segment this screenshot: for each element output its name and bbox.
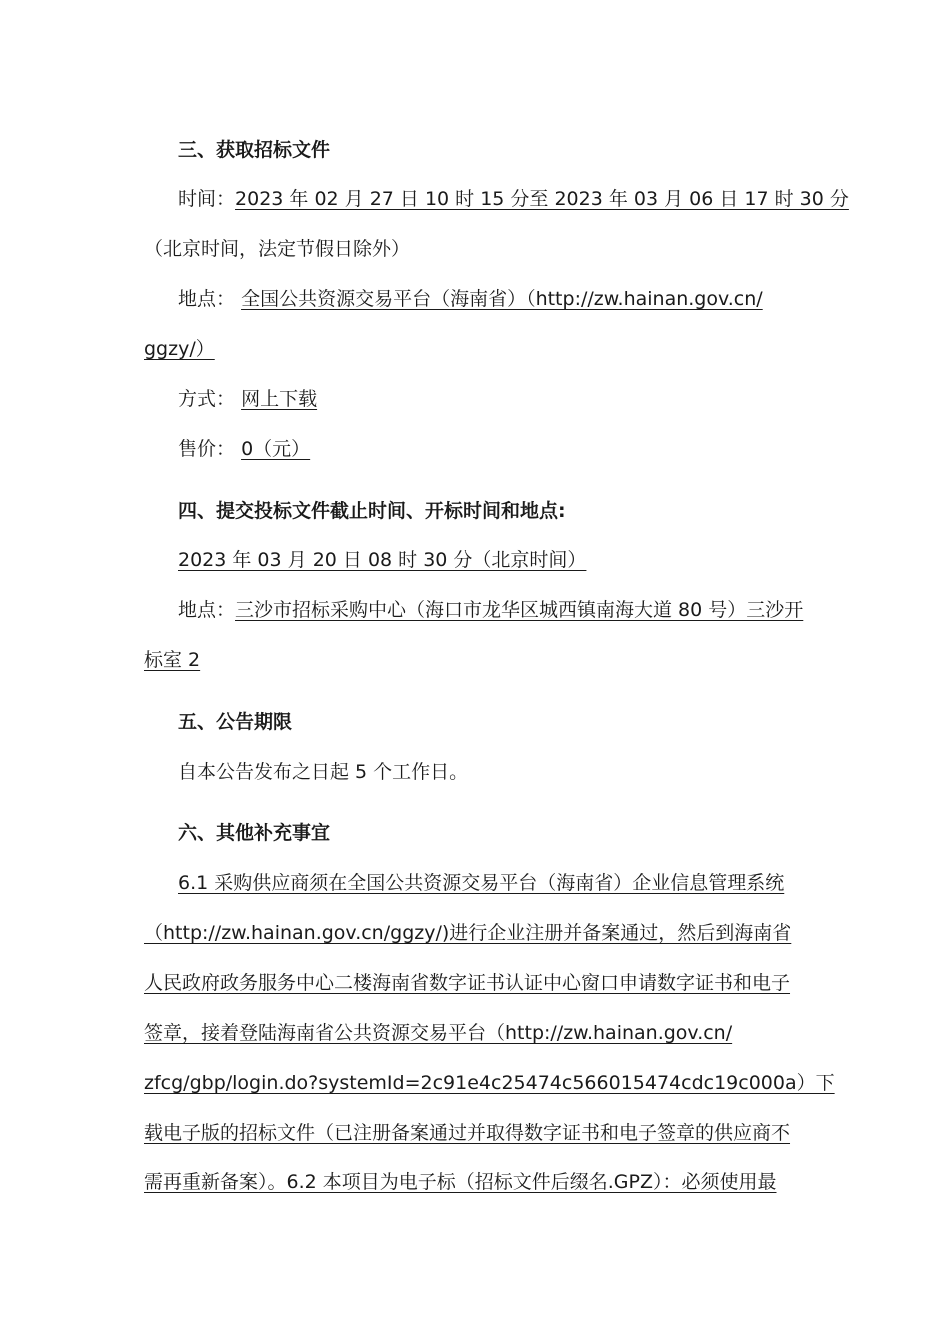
section4-place-value-2: 标室 2 — [144, 649, 201, 671]
section4-place-value-1: 三沙市招标采购中心（海口市龙华区城西镇南海大道 80 号）三沙开 — [235, 599, 804, 621]
section3-heading: 三、获取招标文件 — [178, 139, 331, 161]
section6-line: 6.1 采购供应商须在全国公共资源交易平台（海南省）企业信息管理系统 — [178, 872, 785, 894]
section3-method-value: 网上下载 — [241, 388, 318, 410]
section3-price-row — [178, 435, 310, 463]
section6-line[interactable]: （http://zw.hainan.gov.cn/ggzy/)进行企业注册并备案通过，然后到海南省 — [144, 922, 792, 944]
section3-place-value-1[interactable]: 全国公共资源交易平台（海南省）（http://zw.hainan.gov.cn/ — [241, 288, 763, 310]
section5-heading: 五、公告期限 — [178, 711, 293, 733]
section3-time-row — [178, 185, 849, 213]
section3-method-row — [178, 385, 317, 413]
section5-text: 自本公告发布之日起 5 个工作日。 — [178, 761, 469, 783]
section3-time-value: 2023 年 02 月 27 日 10 时 15 分至 2023 年 03 月 06 日 17 时 30 分 — [235, 188, 849, 210]
section4-heading: 四、提交投标文件截止时间、开标时间和地点: — [178, 500, 566, 522]
section3-method-label: 方式： — [178, 388, 236, 410]
section3-place-value-2[interactable]: ggzy/） — [144, 338, 215, 360]
section3-price-value: 0（元） — [241, 438, 311, 460]
section6-line[interactable]: zfcg/gbp/login.do?systemId=2c91e4c25474c566015474cdc19c000a）下 — [144, 1072, 835, 1094]
section4-time-value: 2023 年 03 月 20 日 08 时 30 分（北京时间） — [178, 549, 587, 571]
section6-line[interactable]: 签章，接着登陆海南省公共资源交易平台（http://zw.hainan.gov.cn/ — [144, 1022, 733, 1044]
section4-place-row — [178, 596, 803, 624]
section3-place-row — [178, 285, 763, 313]
section4-place-label: 地点： — [178, 599, 236, 621]
section3-time-note: （北京时间，法定节假日除外） — [144, 238, 411, 260]
section3-place-label: 地点： — [178, 288, 236, 310]
section3-time-label: 时间： — [178, 188, 236, 210]
section6-line: 载电子版的招标文件（已注册备案通过并取得数字证书和电子签章的供应商不 — [144, 1122, 791, 1144]
section6-heading: 六、其他补充事宜 — [178, 822, 331, 844]
section6-line: 需再重新备案）。6.2 本项目为电子标（招标文件后缀名.GPZ）：必须使用最 — [144, 1171, 777, 1193]
section3-price-label: 售价： — [178, 438, 236, 460]
section6-line: 人民政府政务服务中心二楼海南省数字证书认证中心窗口申请数字证书和电子 — [144, 972, 791, 994]
